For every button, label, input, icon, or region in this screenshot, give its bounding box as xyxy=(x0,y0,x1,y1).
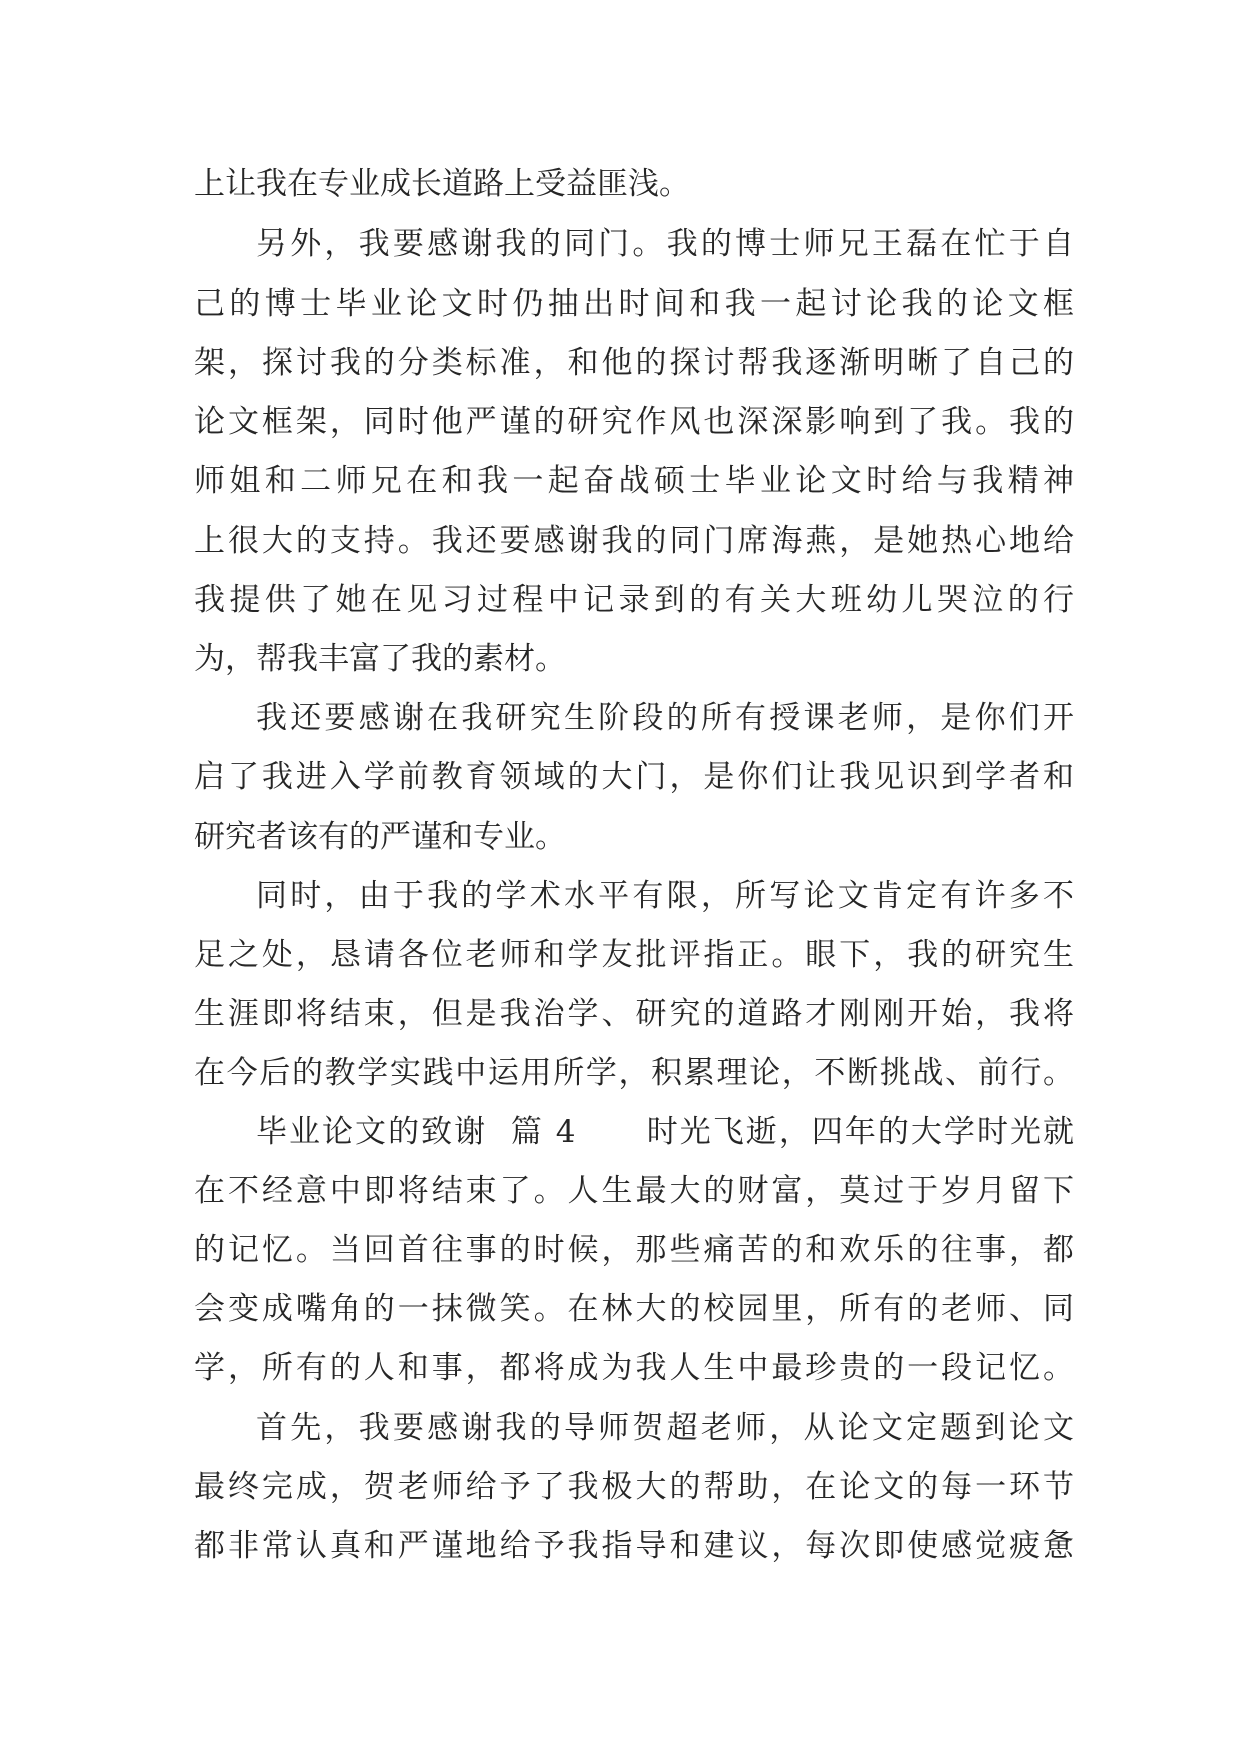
text-line: 在不经意中即将结束了。人生最大的财富，莫过于岁月留下 xyxy=(194,1173,1074,1209)
text-line: 我还要感谢在我研究生阶段的所有授课老师，是你们开 xyxy=(256,700,1074,736)
text-line: 为，帮我丰富了我的素材。 xyxy=(194,641,566,677)
text-line: 都非常认真和严谨地给予我指导和建议，每次即使感觉疲惫 xyxy=(194,1528,1074,1564)
text-line: 同时，由于我的学术水平有限，所写论文肯定有许多不 xyxy=(256,878,1074,914)
text-line: 毕业论文的致谢 篇 4 时光飞逝，四年的大学时光就 xyxy=(256,1114,1074,1150)
text-line: 己的博士毕业论文时仍抽出时间和我一起讨论我的论文框 xyxy=(194,286,1074,322)
text-line: 启了我进入学前教育领域的大门，是你们让我见识到学者和 xyxy=(194,759,1074,795)
text-line: 首先，我要感谢我的导师贺超老师，从论文定题到论文 xyxy=(256,1410,1074,1446)
text-line: 在今后的教学实践中运用所学，积累理论，不断挑战、前行。 xyxy=(194,1055,1074,1091)
text-line: 研究者该有的严谨和专业。 xyxy=(194,819,566,855)
text-line: 的记忆。当回首往事的时候，那些痛苦的和欢乐的往事，都 xyxy=(194,1232,1074,1268)
text-line: 足之处，恳请各位老师和学友批评指正。眼下，我的研究生 xyxy=(194,937,1074,973)
text-line: 我提供了她在见习过程中记录到的有关大班幼儿哭泣的行 xyxy=(194,582,1074,618)
text-line: 会变成嘴角的一抹微笑。在林大的校园里，所有的老师、同 xyxy=(194,1291,1074,1327)
text-line: 架，探讨我的分类标准，和他的探讨帮我逐渐明晰了自己的 xyxy=(194,345,1074,381)
text-line: 上很大的支持。我还要感谢我的同门席海燕，是她热心地给 xyxy=(194,523,1074,559)
text-line: 师姐和二师兄在和我一起奋战硕士毕业论文时给与我精神 xyxy=(194,463,1074,499)
text-line: 论文框架，同时他严谨的研究作风也深深影响到了我。我的 xyxy=(194,404,1074,440)
text-line: 生涯即将结束，但是我治学、研究的道路才刚刚开始，我将 xyxy=(194,996,1074,1032)
text-line: 另外，我要感谢我的同门。我的博士师兄王磊在忙于自 xyxy=(256,226,1074,262)
text-line: 上让我在专业成长道路上受益匪浅。 xyxy=(194,166,690,202)
text-line: 最终完成，贺老师给予了我极大的帮助，在论文的每一环节 xyxy=(194,1469,1074,1505)
text-line: 学，所有的人和事，都将成为我人生中最珍贵的一段记忆。 xyxy=(194,1350,1074,1386)
